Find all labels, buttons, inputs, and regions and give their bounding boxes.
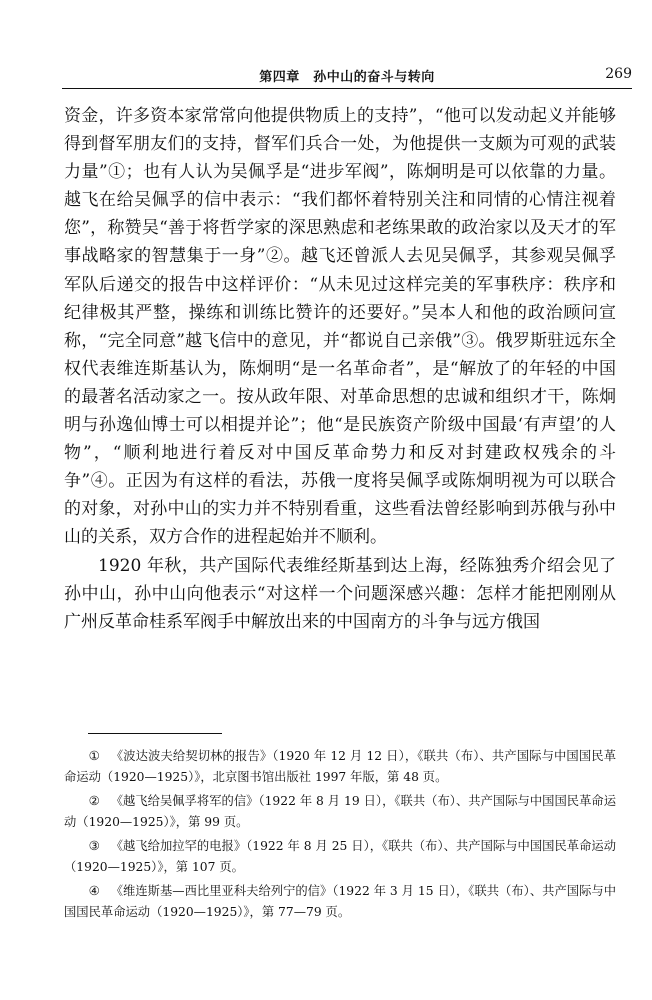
footnote-item — [64, 746, 616, 787]
header-rule — [62, 88, 632, 89]
main-text — [64, 102, 616, 636]
footnote-text: 《越飞给加拉罕的电报》（1922 年 8 月 25 日），《联共（布）、共产国际与中国国民革命运动（1920—1925）》，第 107 页。 — [64, 839, 616, 874]
footnote-item — [64, 836, 616, 877]
footnote-item — [64, 881, 616, 922]
footnote-marker: ① — [88, 749, 100, 763]
footnote-text: 《波达波夫给契切林的报告》（1920 年 12 月 12 日），《联共（布）、共产国际与中国国民革命运动（1920—1925）》，北京图书馆出版社 1997 年版，第 48 页。 — [64, 749, 616, 784]
page-number: 269 — [605, 66, 632, 82]
footnotes — [64, 746, 616, 926]
footnote-text: 《越飞给吴佩孚将军的信》（1922 年 8 月 19 日），《联共（布）、共产国际与中国国民革命运动（1920—1925）》，第 99 页。 — [64, 794, 616, 829]
footnote-item — [64, 791, 616, 832]
footnote-marker: ④ — [88, 884, 100, 898]
footnote-marker: ③ — [88, 839, 100, 853]
paragraph: 资金，许多资本家常常向他提供物质上的支持”，“他可以发动起义并能够得到督军朋友们的支持，督军们兵合一处，为他提供一支颇为可观的武装力量”①；也有人认为吴佩孚是“进步军阀”，陈炯明是可以依靠的力量。越飞在给吴佩孚的信中表示：“我们都怀着特别关注和同情的心情注视着您”，称赞吴“善于将哲学家的深思熟虑和老练果敢的政治家以及天才的军事战略家的智慧集于一身”②。越飞还曾派人去见吴佩孚，其参观吴佩孚军队后递交的报告中这样评价：“从未见过这样完美的军事秩序：秩序和纪律极其严整，操练和训练比赞许的还要好。”吴本人和他的政治顾问宣称，“完全同意”越飞信中的意见，并“都说自己亲俄”③。俄罗斯驻远东全权代表维连斯基认为，陈炯明“是一名革命者”，是“解放了的年轻的中国的最著名活动家之一。按从政年限、对革命思想的忠诚和组织才干，陈炯明与孙逸仙博士可以相提并论”；他“是民族资产阶级中国最‘有声望’的人物”，“顺利地进行着反对中国反革命势力和反对封建政权残余的斗争”④。正因为有这样的看法，苏俄一度将吴佩孚或陈炯明视为可以联合的对象，对孙中山的实力并不特别看重，这些看法曾经影响到苏俄与孙中山的关系，双方合作的进程起始并不顺利。 — [64, 106, 616, 548]
footnote-text: 《维连斯基—西比里亚科夫给列宁的信》（1922 年 3 月 15 日），《联共（布）、共产国际与中国国民革命运动（1920—1925）》，第 77—79 页。 — [64, 884, 616, 919]
chapter-title: 第四章 孙中山的奋斗与转向 — [259, 70, 435, 85]
paragraph: 1920 年秋，共产国际代表维经斯基到达上海，经陈独秀介绍会见了孙中山，孙中山向他表示“对这样一个问题深感兴趣：怎样才能把刚刚从广州反革命桂系军阀手中解放出来的中国南方的斗争与远方俄国 — [64, 555, 616, 632]
running-header — [62, 62, 632, 88]
footnote-marker: ② — [88, 794, 100, 808]
footnote-separator — [88, 733, 222, 734]
